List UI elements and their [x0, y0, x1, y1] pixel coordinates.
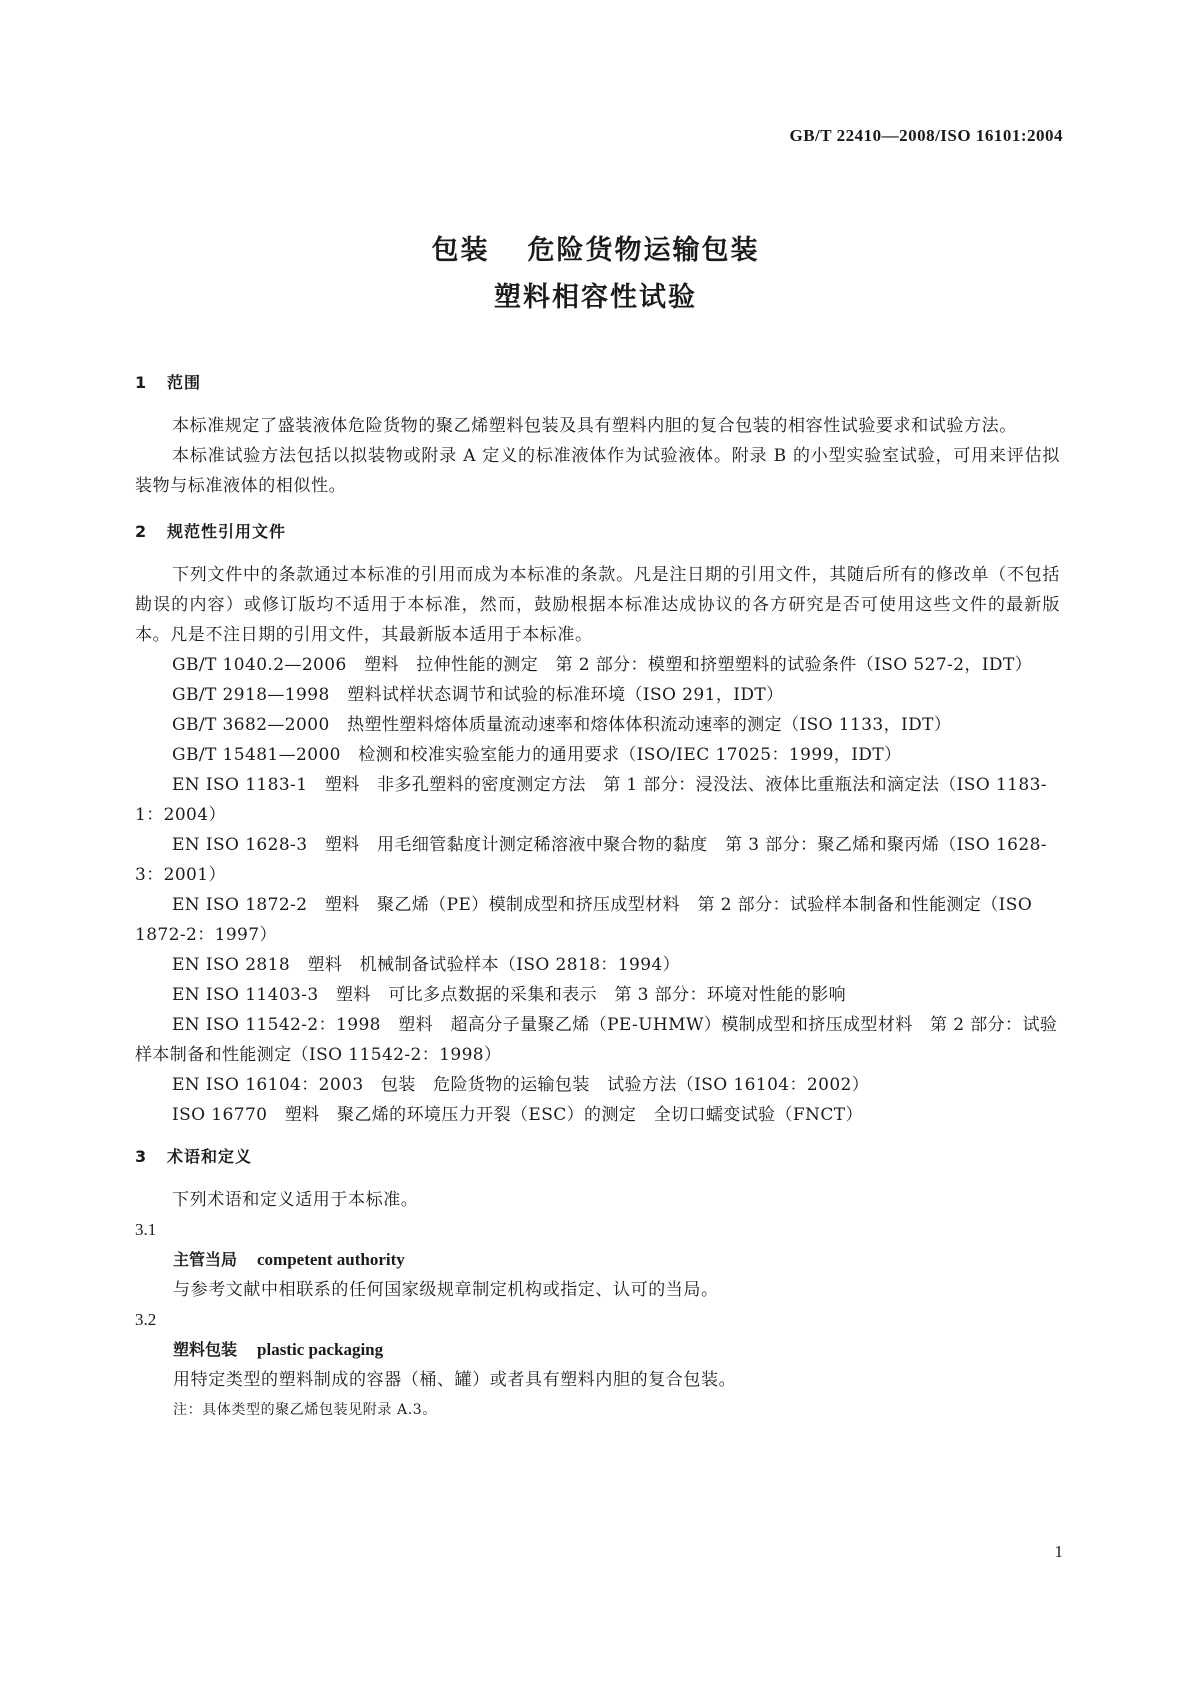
- reference-item: GB/T 15481—2000 检测和校准实验室能力的通用要求（ISO/IEC 17025：1999，IDT）: [172, 745, 902, 765]
- document-title-line2: 塑料相容性试验: [494, 282, 697, 313]
- section-number: 3: [135, 1147, 148, 1166]
- reference-item: EN ISO 16104：2003 包装 危险货物的运输包装 试验方法（ISO 16104：2002）: [172, 1075, 870, 1095]
- section-heading-2: [135, 517, 1060, 547]
- scope-paragraph-1: 本标准规定了盛装液体危险货物的聚乙烯塑料包装及具有塑料内胆的复合包装的相容性试验要求和试验方法。: [172, 416, 1017, 436]
- reference-item: EN ISO 1628-3 塑料 用毛细管黏度计测定稀溶液中聚合物的黏度 第 3 部分：聚乙烯和聚丙烯（ISO 1628-3：2001）: [135, 835, 1047, 885]
- reference-item: EN ISO 1872-2 塑料 聚乙烯（PE）模制成型和挤压成型材料 第 2 部分：试验样本制备和性能测定（ISO 1872-2：1997）: [135, 895, 1033, 945]
- reference-item: EN ISO 1183-1 塑料 非多孔塑料的密度测定方法 第 1 部分：浸没法、液体比重瓶法和滴定法（ISO 1183-1：2004）: [135, 775, 1047, 825]
- reference-item: EN ISO 11403-3 塑料 可比多点数据的采集和表示 第 3 部分：环境对性能的影响: [172, 985, 847, 1005]
- section-number: 2: [135, 522, 148, 541]
- term-heading: [135, 1335, 1060, 1365]
- page-number: 1: [1054, 1542, 1063, 1561]
- section-heading-1: [135, 368, 1060, 398]
- term-note: 注：具体类型的聚乙烯包装见附录 A.3。: [173, 1402, 437, 1418]
- reference-item: GB/T 1040.2—2006 塑料 拉伸性能的测定 第 2 部分：模塑和挤塑塑料的试验条件（ISO 527-2，IDT）: [172, 655, 1033, 675]
- term-english: competent authority: [257, 1250, 405, 1269]
- terms-intro-paragraph: 下列术语和定义适用于本标准。: [172, 1190, 419, 1210]
- section-heading-3: [135, 1142, 1060, 1172]
- section-title: 范围: [167, 373, 202, 392]
- reference-item: EN ISO 11542-2：1998 塑料 超高分子量聚乙烯（PE-UHMW）模制成型和挤压成型材料 第 2 部分：试验样本制备和性能测定（ISO 11542-2：1998）: [135, 1015, 1058, 1065]
- document-body: [135, 368, 1060, 1425]
- reference-item: EN ISO 2818 塑料 机械制备试验样本（ISO 2818：1994）: [172, 955, 681, 975]
- title-line1-part2: 危险货物运输包装: [527, 235, 760, 266]
- section-title: 规范性引用文件: [167, 522, 287, 541]
- reference-item: GB/T 2918—1998 塑料试样状态调节和试验的标准环境（ISO 291，IDT）: [172, 685, 784, 705]
- document-title-line1: [0, 228, 1191, 267]
- term-chinese: 主管当局: [173, 1250, 238, 1269]
- reference-item: GB/T 3682—2000 热塑性塑料熔体质量流动速率和熔体体积流动速率的测定（ISO 1133，IDT）: [172, 715, 952, 735]
- scope-paragraph-2: 本标准试验方法包括以拟装物或附录 A 定义的标准液体作为试验液体。附录 B 的小型实验室试验，可用来评估拟装物与标准液体的相似性。: [135, 446, 1060, 496]
- term-definition: 用特定类型的塑料制成的容器（桶、罐）或者具有塑料内胆的复合包装。: [173, 1370, 737, 1390]
- standard-code: GB/T 22410—2008/ISO 16101:2004: [789, 126, 1063, 145]
- term-heading: [135, 1245, 1060, 1275]
- section-title: 术语和定义: [167, 1147, 253, 1166]
- term-number: 3.2: [135, 1310, 157, 1329]
- references-intro-paragraph: 下列文件中的条款通过本标准的引用而成为本标准的条款。凡是注日期的引用文件，其随后所有的修改单（不包括勘误的内容）或修订版均不适用于本标准，然而，鼓励根据本标准达成协议的各方研究是否可使用这些文件的最新版本。凡是不注日期的引用文件，其最新版本适用于本标准。: [135, 565, 1060, 645]
- section-number: 1: [135, 373, 148, 392]
- term-number: 3.1: [135, 1220, 157, 1239]
- term-english: plastic packaging: [257, 1340, 384, 1359]
- reference-item: ISO 16770 塑料 聚乙烯的环境压力开裂（ESC）的测定 全切口蠕变试验（FNCT）: [172, 1105, 863, 1125]
- term-definition: 与参考文献中相联系的任何国家级规章制定机构或指定、认可的当局。: [173, 1280, 719, 1300]
- term-chinese: 塑料包装: [173, 1340, 238, 1359]
- title-line1-part1: 包装: [431, 235, 490, 266]
